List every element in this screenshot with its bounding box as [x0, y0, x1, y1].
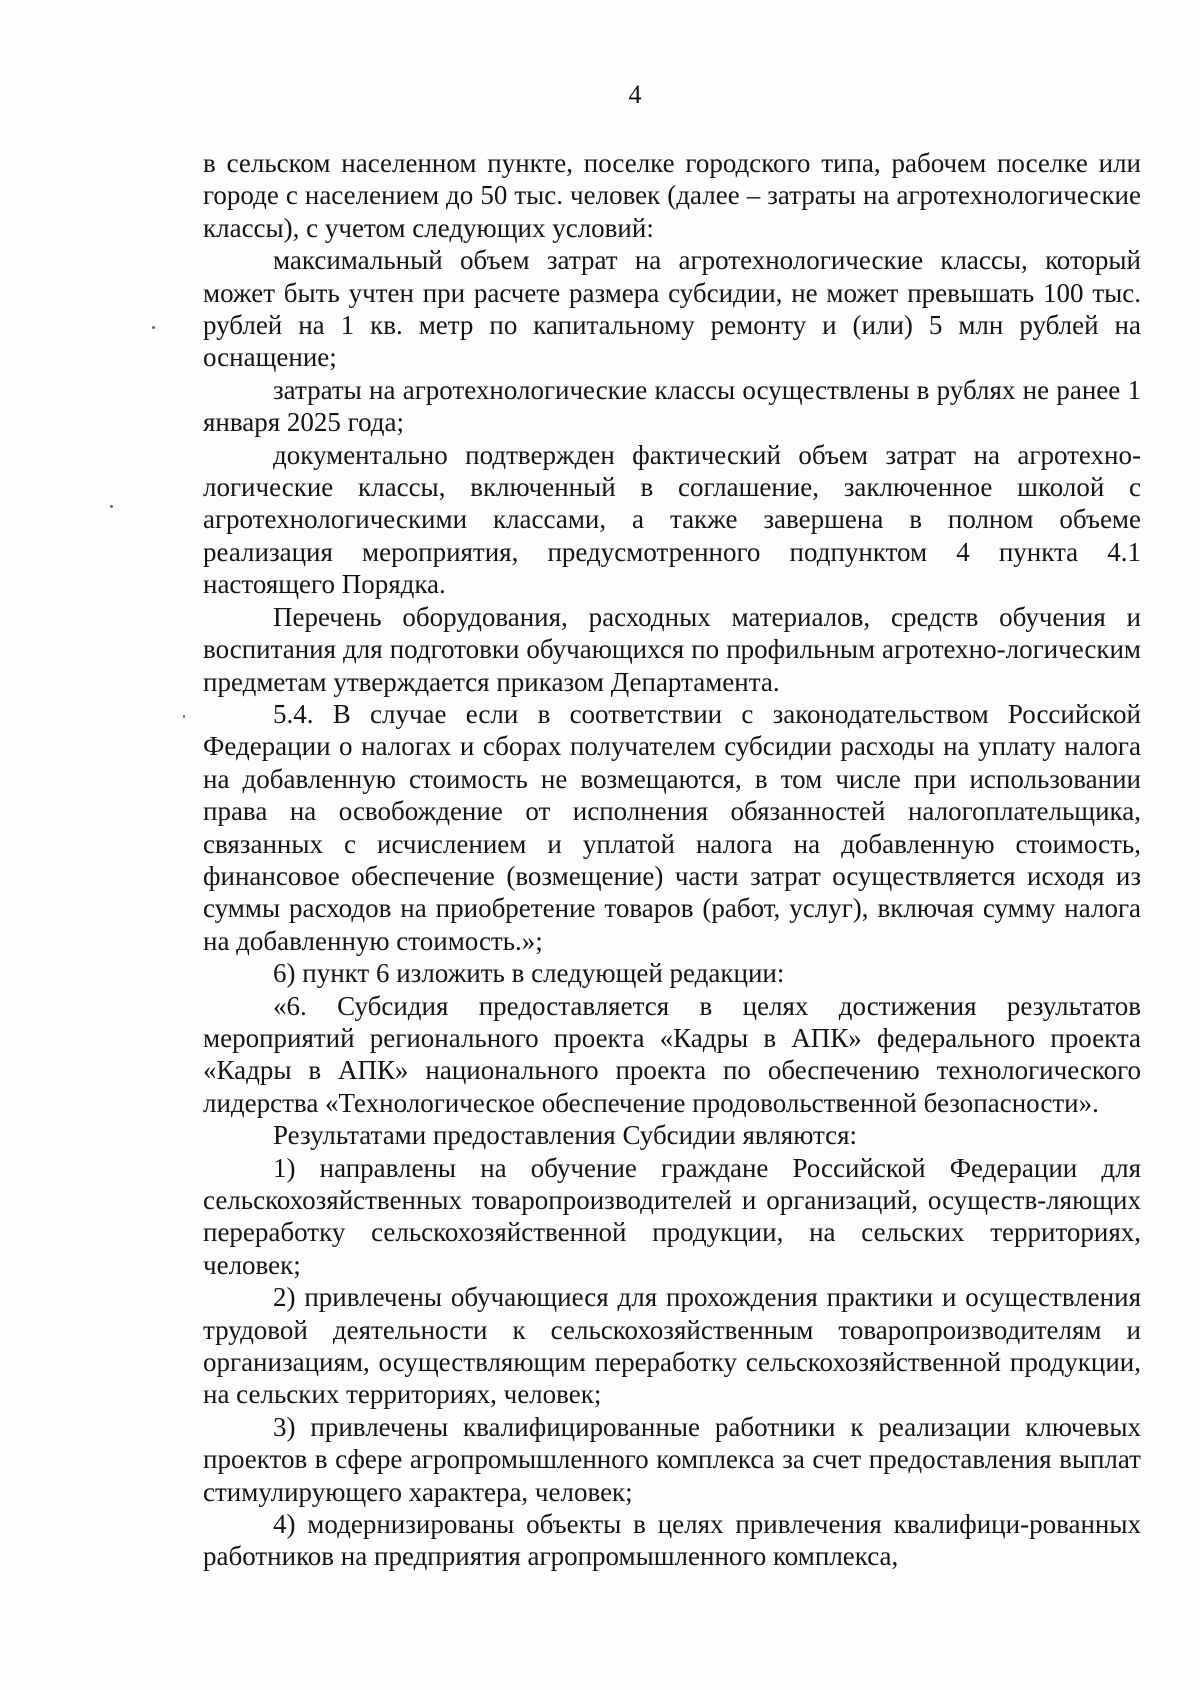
- scan-speck: [152, 326, 155, 329]
- paragraph-clause-5-4: 5.4. В случае если в соответствии с законодательством Российской Федерации о налогах и сборах получателем субсидии расходы на уплату налога на добавленную стоимость не возмещаются, в том числе при использовании права на освобождение от исполнения обязанностей налогоплательщика, связанных с исчислением и уплатой налога на добавленную стоимость, финансовое обеспечение (возмещение) части затрат осуществляется исходя из суммы расходов на приобретение товаров (работ, услуг), включая сумму налога на добавленную стоимость.»;: [203, 698, 1141, 956]
- paragraph-costs-date: затраты на агротехнологические классы осуществлены в рублях не ранее 1 января 2025 года;: [203, 374, 1141, 438]
- list-item-result-4: 4) модернизированы объекты в целях привлечения квалифици-рованных работников на предприятия агропромышленного комплекса,: [203, 1509, 1141, 1572]
- list-item-result-3: 3) привлечены квалифицированные работники к реализации ключевых проектов в сфере агропромышленного комплекса за счет предоставления выплат стимулирующего характера, человек;: [203, 1411, 1141, 1507]
- paragraph-results-heading: Результатами предоставления Субсидии являются:: [273, 1120, 858, 1151]
- list-item-result-2: 2) привлечены обучающиеся для прохождения практики и осуществления трудовой деятельности к сельскохозяйственным товаропроизводителям и организациям, осуществляющим переработку сельскохозяйственной продукции, на сельских территориях, человек;: [203, 1282, 1141, 1410]
- scan-speck: [183, 715, 185, 718]
- paragraph-max-costs: максимальный объем затрат на агротехнологические классы, который может быть учтен при расчете размера субсидии, не может превышать 100 тыс. рублей на 1 кв. метр по капитальному ремонту и (или) 5 млн рублей на оснащение;: [203, 245, 1141, 373]
- paragraph-amendment-6: 6) пункт 6 изложить в следующей редакции:: [273, 958, 785, 989]
- document-body: [203, 147, 1141, 1573]
- list-item-result-1: 1) направлены на обучение граждане Российской Федерации для сельскохозяйственных товаропроизводителей и организаций, осуществ-ляющих переработку сельскохозяйственной продукции, на сельских территориях, человек;: [203, 1152, 1141, 1280]
- paragraph-clause-6: «6. Субсидия предоставляется в целях достижения результатов мероприятий регионального проекта «Кадры в АПК» федерального проекта «Кадры в АПК» национального проекта по обеспечению технологического лидерства «Технологическое обеспечение продовольственной безопасности».: [203, 990, 1141, 1118]
- page-number: 4: [628, 80, 642, 109]
- paragraph-documented-costs: документально подтвержден фактический объем затрат на агротехно-логические классы, включенный в соглашение, заключенное школой с агротехнологическими классами, а также завершена в полном объеме реализация мероприятия, предусмотренного подпунктом 4 пункта 4.1 настоящего Порядка.: [203, 439, 1141, 600]
- paragraph-continuation: в сельском населенном пункте, поселке городского типа, рабочем поселке или городе с населением до 50 тыс. человек (далее – затраты на агротехнологические классы), с учетом следующих условий:: [203, 148, 1141, 243]
- scan-speck: [110, 505, 113, 508]
- paragraph-equipment-list: Перечень оборудования, расходных материалов, средств обучения и воспитания для подготовки обучающихся по профильным агротехно-логическим предметам утверждается приказом Департамента.: [203, 601, 1141, 697]
